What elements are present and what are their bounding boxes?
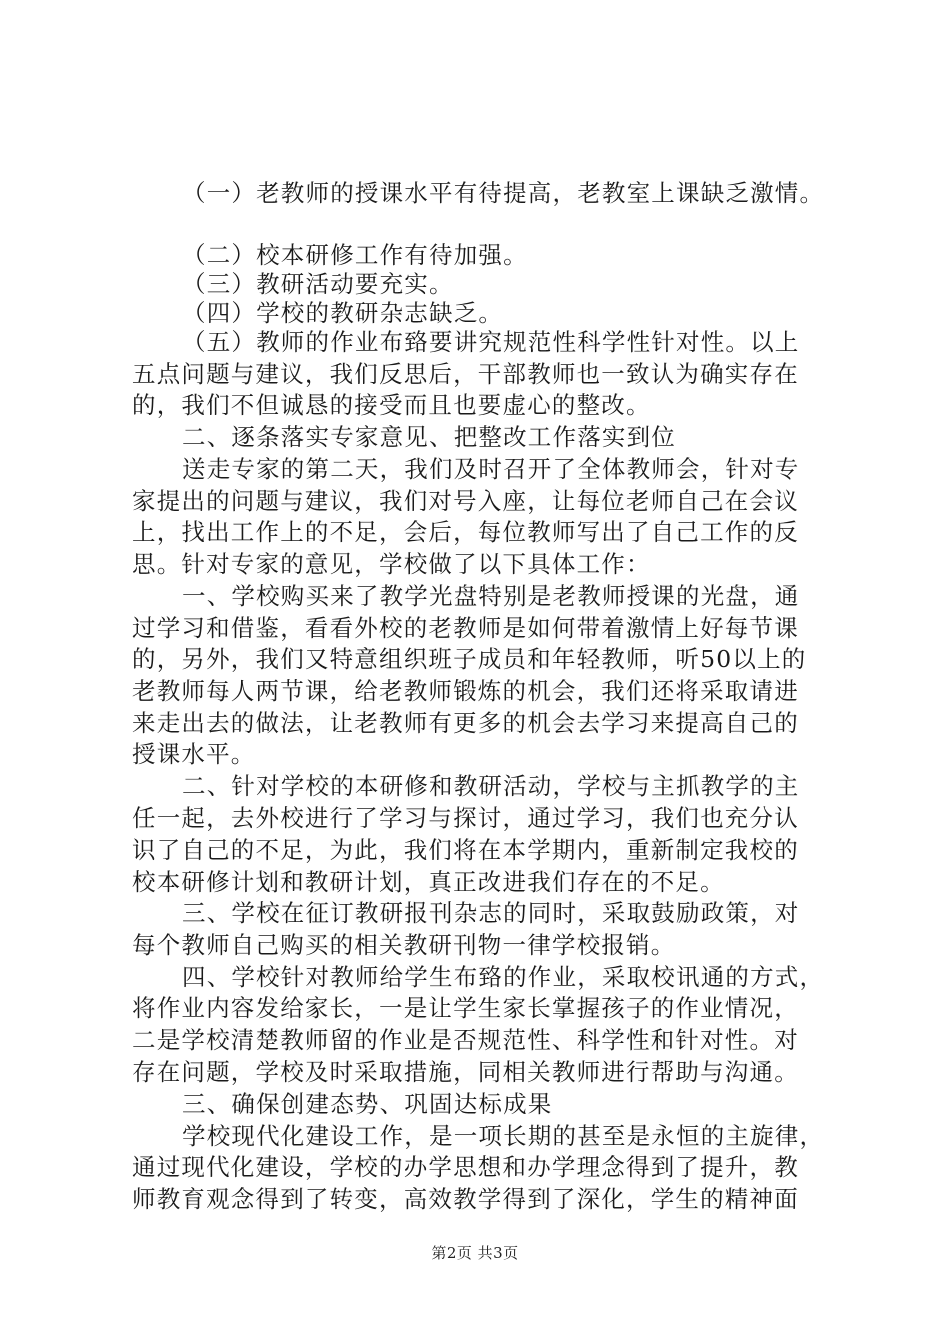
text-line: 思。针对专家的意见，学校做了以下具体工作： <box>132 550 651 578</box>
text-line: 家提出的问题与建议，我们对号入座，让每位老师自己在会议 <box>132 487 799 515</box>
text-line: 的，我们不但诚恳的接受而且也要虚心的整改。 <box>132 391 651 419</box>
section-heading: 二、逐条落实专家意见、把整改工作落实到位 <box>182 423 676 451</box>
section-heading: 三、确保创建态势、巩固达标成果 <box>182 1090 553 1118</box>
text-line: 二是学校清楚教师留的作业是否规范性、科学性和针对性。对 <box>132 1026 799 1054</box>
text-line: （四）学校的教研杂志缺乏。 <box>182 299 504 327</box>
text-line: 送走专家的第二天，我们及时召开了全体教师会，针对专 <box>182 455 800 483</box>
text-line: 任一起，去外校进行了学习与探讨，通过学习，我们也充分认 <box>132 804 799 832</box>
text-line: 将作业内容发给家长，一是让学生家长掌握孩子的作业情况， <box>132 994 799 1022</box>
text-line: 的，另外，我们又特意组织班子成员和年轻教师，听50以上的 <box>132 645 807 673</box>
text-line: 三、学校在征订教研报刊杂志的同时，采取鼓励政策，对 <box>182 899 800 927</box>
text-line: 老教师每人两节课，给老教师锻炼的机会，我们还将采取请进 <box>132 677 799 705</box>
text-line: （三）教研活动要充实。 <box>182 270 454 298</box>
text-line: 上，找出工作上的不足，会后，每位教师写出了自己工作的反 <box>132 518 799 546</box>
text-line: 四、学校针对教师给学生布臵的作业，采取校讯通的方式， <box>182 963 825 991</box>
text-line: （二）校本研修工作有待加强。 <box>182 241 528 269</box>
text-line: 校本研修计划和教研计划，真正改进我们存在的不足。 <box>132 868 725 896</box>
text-line: 一、学校购买来了教学光盘特别是老教师授课的光盘，通 <box>182 582 800 610</box>
text-line: 每个教师自己购买的相关教研刊物一律学校报销。 <box>132 931 676 959</box>
text-line: 五点问题与建议，我们反思后，干部教师也一致认为确实存在 <box>132 360 799 388</box>
text-line: 师教育观念得到了转变，高效教学得到了深化，学生的精神面 <box>132 1185 799 1213</box>
text-line: 授课水平。 <box>132 740 256 768</box>
text-line: 学校现代化建设工作，是一项长期的甚至是永恒的主旋律， <box>182 1122 825 1150</box>
text-line: 来走出去的做法，让老教师有更多的机会去学习来提高自己的 <box>132 709 799 737</box>
text-line: （一）老教师的授课水平有待提高，老教室上课缺乏激情。 <box>182 179 825 207</box>
text-line: 二、针对学校的本研修和教研活动，学校与主抓教学的主 <box>182 772 800 800</box>
text-line: 存在问题，学校及时采取措施，同相关教师进行帮助与沟通。 <box>132 1058 799 1086</box>
text-line: （五）教师的作业布臵要讲究规范性科学性针对性。以上 <box>182 328 800 356</box>
page-number-footer: 第2页 共3页 <box>431 1244 519 1262</box>
text-line: 通过现代化建设，学校的办学思想和办学理念得到了提升，教 <box>132 1153 799 1181</box>
text-line: 识了自己的不足，为此，我们将在本学期内，重新制定我校的 <box>132 836 799 864</box>
text-line: 过学习和借鉴，看看外校的老教师是如何带着激情上好每节课 <box>132 614 799 642</box>
